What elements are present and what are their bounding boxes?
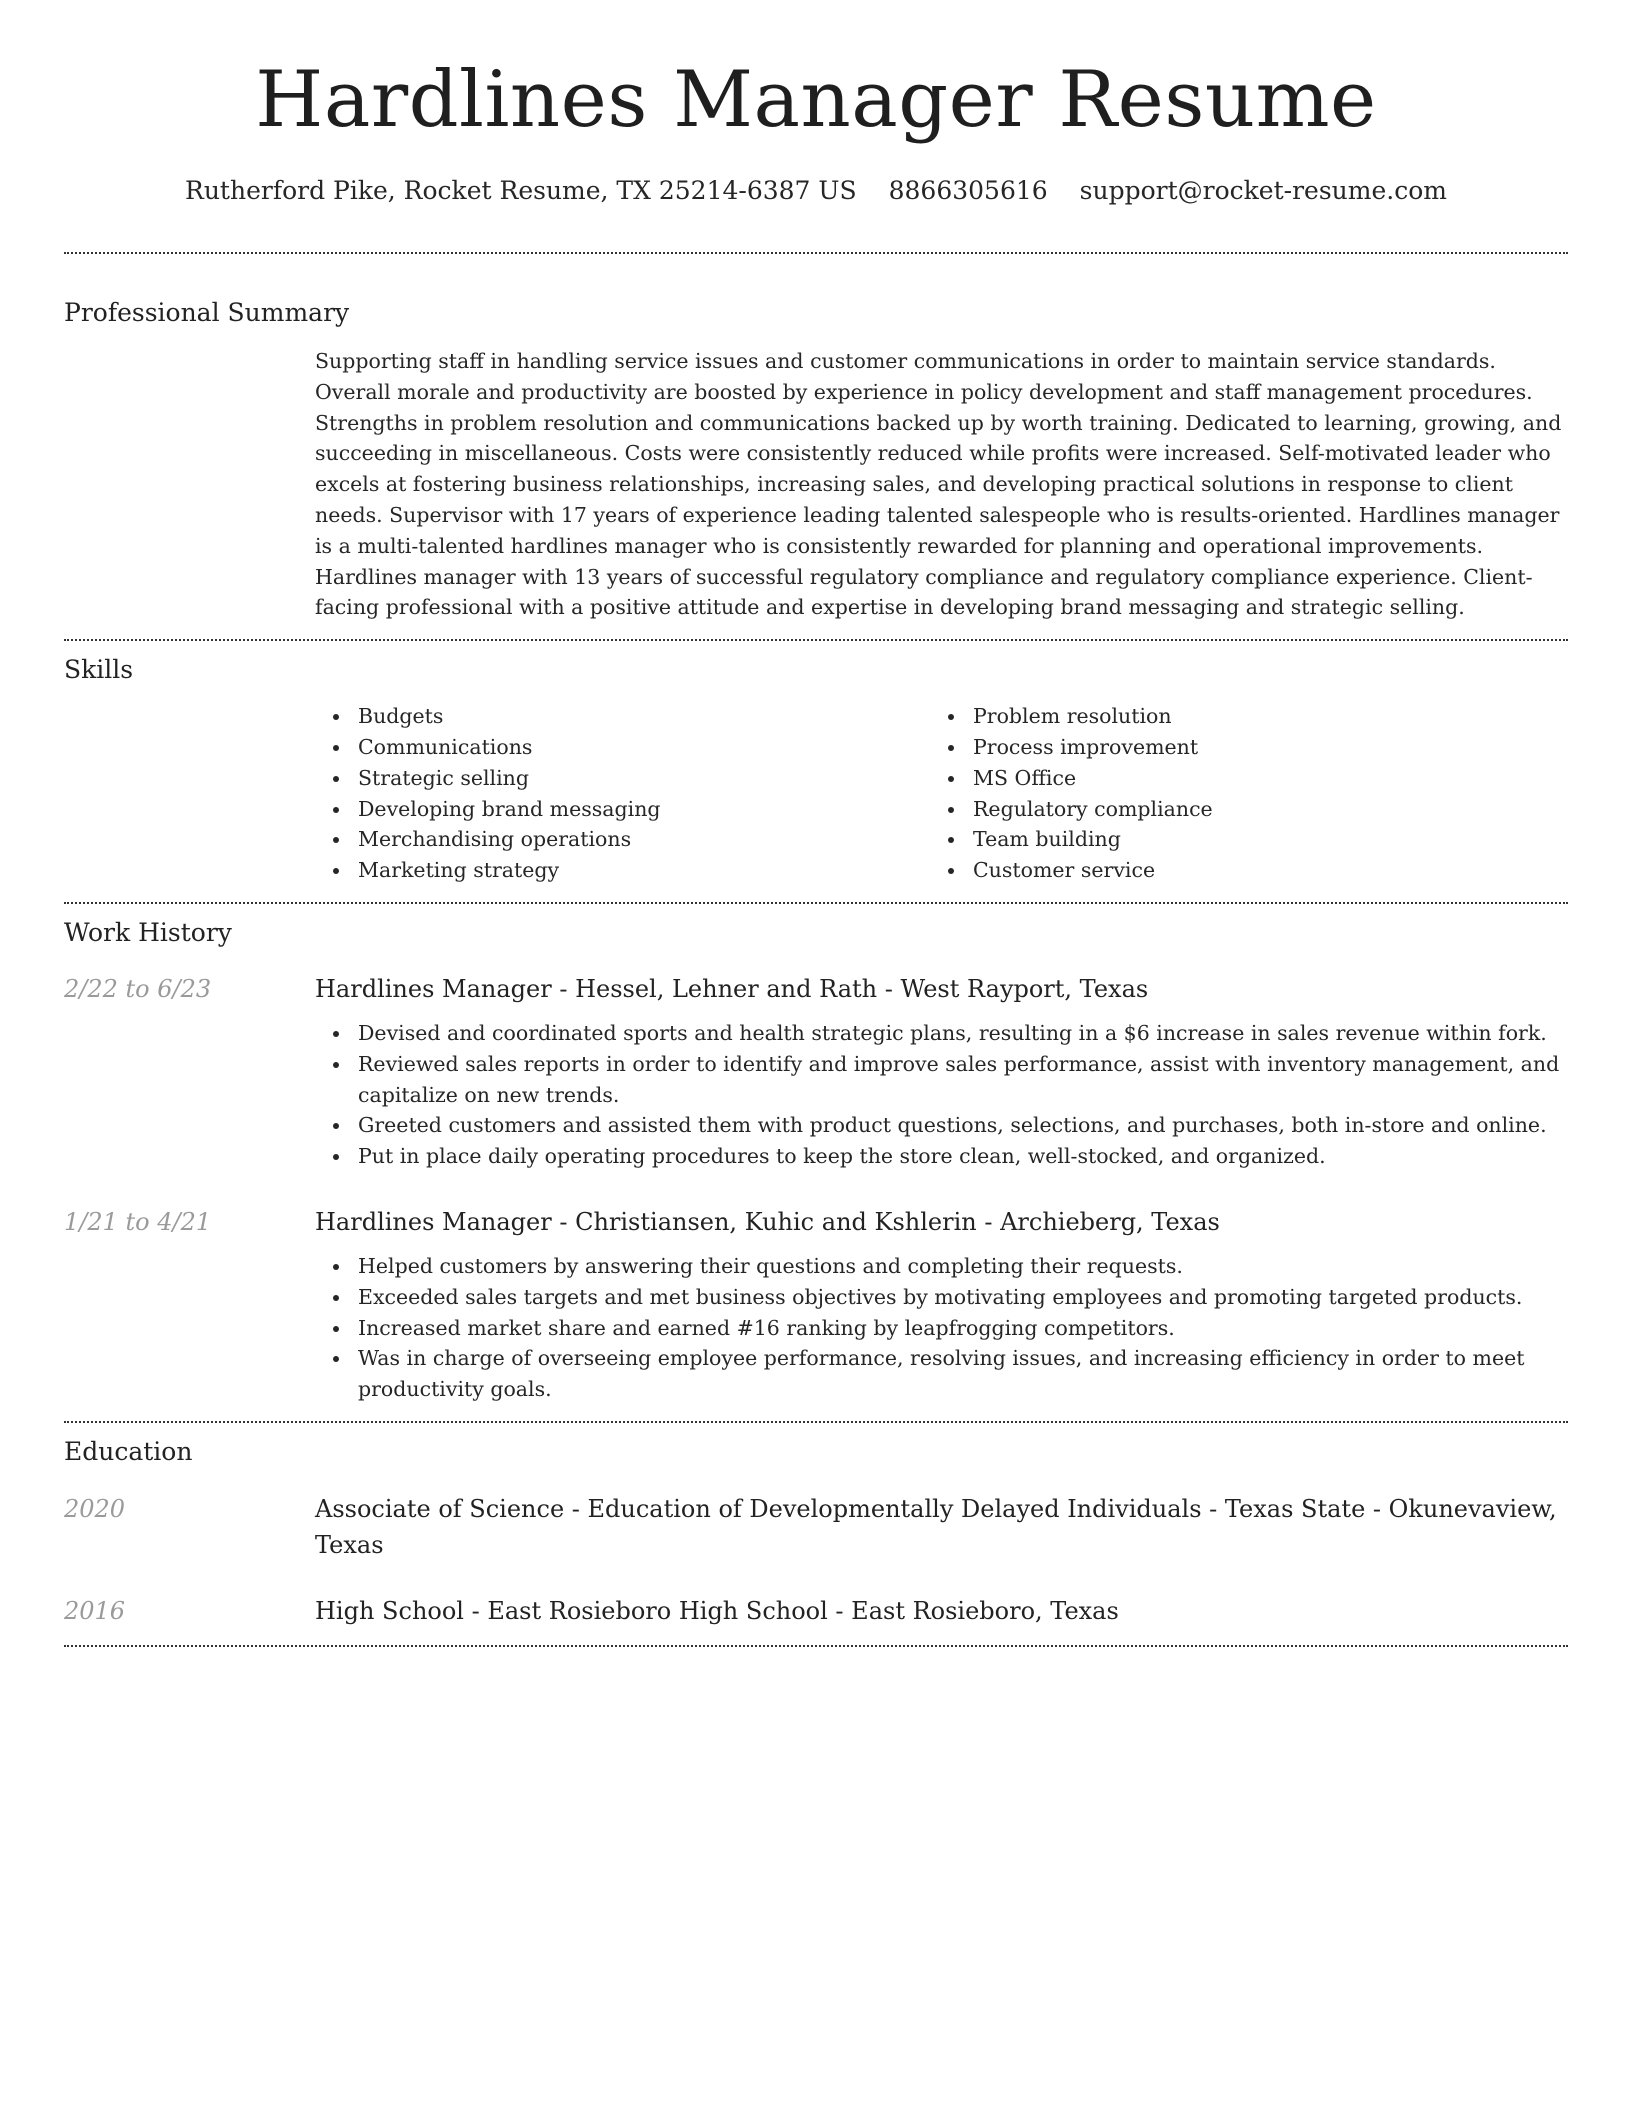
skill-item: Communications [315,732,930,763]
job-title: Hardlines Manager - Christiansen, Kuhic and Kshlerin - Archieberg, Texas [315,1207,1220,1236]
job-bullet: Helped customers by answering their questions and completing their requests. [315,1251,1568,1282]
education-title: Associate of Science - Education of Developmentally Delayed Individuals - Texas State - Okunevaview, Texas [315,1494,1557,1559]
section-heading-summary: Professional Summary [64,298,350,327]
skill-item: Marketing strategy [315,855,930,886]
education-entry [64,1593,1568,1629]
divider [64,639,1568,641]
summary-section [64,296,1568,623]
divider [64,1421,1568,1423]
skills-column-left [315,701,930,886]
job-dates: 1/21 to 4/21 [64,1207,212,1236]
skill-item: Budgets [315,701,930,732]
skill-item: Regulatory compliance [930,794,1545,825]
skill-item: Problem resolution [930,701,1545,732]
job-entry [64,972,1568,1172]
skill-item: Customer service [930,855,1545,886]
job-title: Hardlines Manager - Hessel, Lehner and Rath - West Rayport, Texas [315,974,1149,1003]
job-bullet: Reviewed sales reports in order to identify and improve sales performance, assist with inventory management, and capitalize on new trends. [315,1049,1568,1111]
skill-item: Team building [930,824,1545,855]
contact-email: support@rocket-resume.com [1079,176,1447,205]
job-bullet: Was in charge of overseeing employee performance, resolving issues, and increasing efficiency in order to meet productivity goals. [315,1343,1568,1405]
contact-line [64,174,1568,208]
job-bullet: Devised and coordinated sports and health strategic plans, resulting in a $6 increase in sales revenue within fork. [315,1018,1568,1049]
education-entry [64,1491,1568,1563]
divider [64,1645,1568,1647]
skill-item: Process improvement [930,732,1545,763]
job-entry [64,1205,1568,1405]
section-heading-education: Education [64,1436,193,1466]
job-bullet: Exceeded sales targets and met business objectives by motivating employees and promoting targeted products. [315,1282,1568,1313]
skills-list [315,701,1568,886]
education-year: 2020 [64,1494,126,1523]
skills-section [64,653,1568,886]
skill-item: Strategic selling [315,763,930,794]
job-bullets [315,1251,1568,1405]
skill-item: MS Office [930,763,1545,794]
job-details [315,972,1568,1172]
skill-item: Developing brand messaging [315,794,930,825]
divider [64,252,1568,254]
resume-title: Hardlines Manager Resume [255,55,1377,145]
job-bullet: Put in place daily operating procedures to keep the store clean, well-stocked, and organized. [315,1141,1568,1172]
skills-column-right [930,701,1545,886]
job-bullet: Greeted customers and assisted them with product questions, selections, and purchases, both in-store and online. [315,1110,1568,1141]
divider [64,902,1568,904]
job-bullet: Increased market share and earned #16 ranking by leapfrogging competitors. [315,1313,1568,1344]
resume-header [64,0,1568,208]
work-history-section [64,916,1568,1405]
job-details [315,1205,1568,1405]
section-heading-work-history: Work History [64,917,232,947]
summary-text: Supporting staff in handling service issues and customer communications in order to maintain service standards. Overall morale and productivity are boosted by experience in policy development and staff management procedures. Strengths in problem resolution and communications backed up by worth training. Dedicated to learning, growing, and succeeding in miscellaneous. Costs were consistently reduced while profits were increased. Self-motivated leader who excels at fostering business relationships, increasing sales, and developing practical solutions in response to client needs. Supervisor with 17 years of experience leading talented salespeople who is results-oriented. Hardlines manager is a multi-talented hardlines manager who is consistently rewarded for planning and operational improvements. Hardlines manager with 13 years of successful regulatory compliance and regulatory compliance experience. Client-facing professional with a positive attitude and expertise in developing brand messaging and strategic selling. [315,349,1562,620]
contact-phone: 8866305616 [888,176,1048,205]
job-bullets [315,1018,1568,1172]
section-heading-skills: Skills [64,655,134,685]
skill-item: Merchandising operations [315,824,930,855]
education-title: High School - East Rosieboro High School - East Rosieboro, Texas [315,1596,1119,1625]
education-section [64,1435,1568,1629]
education-year: 2016 [64,1596,126,1625]
job-dates: 2/22 to 6/23 [64,974,212,1003]
contact-address: Rutherford Pike, Rocket Resume, TX 25214-6387 US [185,176,857,205]
